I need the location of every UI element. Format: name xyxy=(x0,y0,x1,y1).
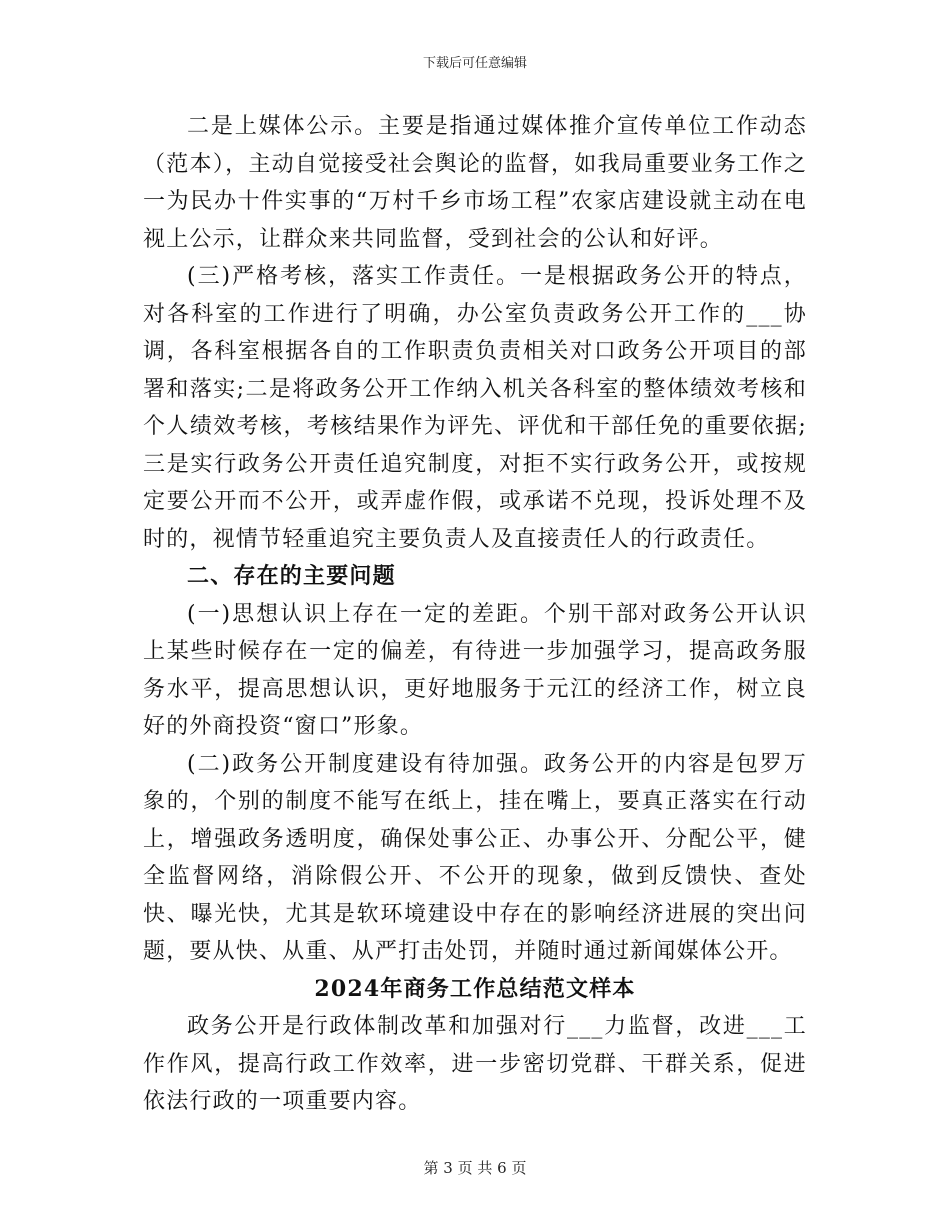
paragraph-problem-1: (一)思想认识上存在一定的差距。个别干部对政务公开认识上某些时候存在一定的偏差，有待进一步加强学习，提高政务服务水平，提高思想认识，更好地服务于元江的经济工作，树立良好的外商投资“窗口”形象。 xyxy=(143,601,807,739)
paragraph-media-publicity: 二是上媒体公示。主要是指通过媒体推介宣传单位工作动态（范本），主动自觉接受社会舆论的监督，如我局重要业务工作之一为民办十件实事的“万村千乡市场工程”农家店建设就主动在电视上公示，让群众来共同监督，受到社会的公认和好评。 xyxy=(143,114,807,252)
document-body xyxy=(143,108,807,1121)
document-title: 2024年商务工作总结范文样本 xyxy=(314,975,636,1002)
page-header: 下载后可任意编辑 xyxy=(422,56,527,71)
paragraph-strict-assessment: (三)严格考核，落实工作责任。一是根据政务公开的特点，对各科室的工作进行了明确，办公室负责政务公开工作的___协调，各科室根据各自的工作职责负责相关对口政务公开项目的部署和落实;二是将政务公开工作纳入机关各科室的整体绩效考核和个人绩效考核，考核结果作为评先、评优和干部任免的重要依据;三是实行政务公开责任追究制度，对拒不实行政务公开，或按规定要公开而不公开，或弄虚作假，或承诺不兑现，投诉处理不及时的，视情节轻重追究主要负责人及直接责任人的行政责任。 xyxy=(143,264,807,552)
section-heading: 二、存在的主要问题 xyxy=(187,563,396,589)
page-number: 第 3 页 共 6 页 xyxy=(423,1159,527,1177)
paragraph-intro: 政务公开是行政体制改革和加强对行___力监督，改进___工作作风，提高行政工作效率，进一步密切党群、干群关系，促进依法行政的一项重要内容。 xyxy=(143,1014,807,1114)
paragraph-problem-2: (二)政务公开制度建设有待加强。政务公开的内容是包罗万象的，个别的制度不能写在纸上，挂在嘴上，要真正落实在行动上，增强政务透明度，确保处事公正、办事公开、分配公平，健全监督网络，消除假公开、不公开的现象，做到反馈快、查处快、曝光快，尤其是软环境建设中存在的影响经济进展的突出问题，要从快、从重、从严打击处罚，并随时通过新闻媒体公开。 xyxy=(143,751,807,964)
